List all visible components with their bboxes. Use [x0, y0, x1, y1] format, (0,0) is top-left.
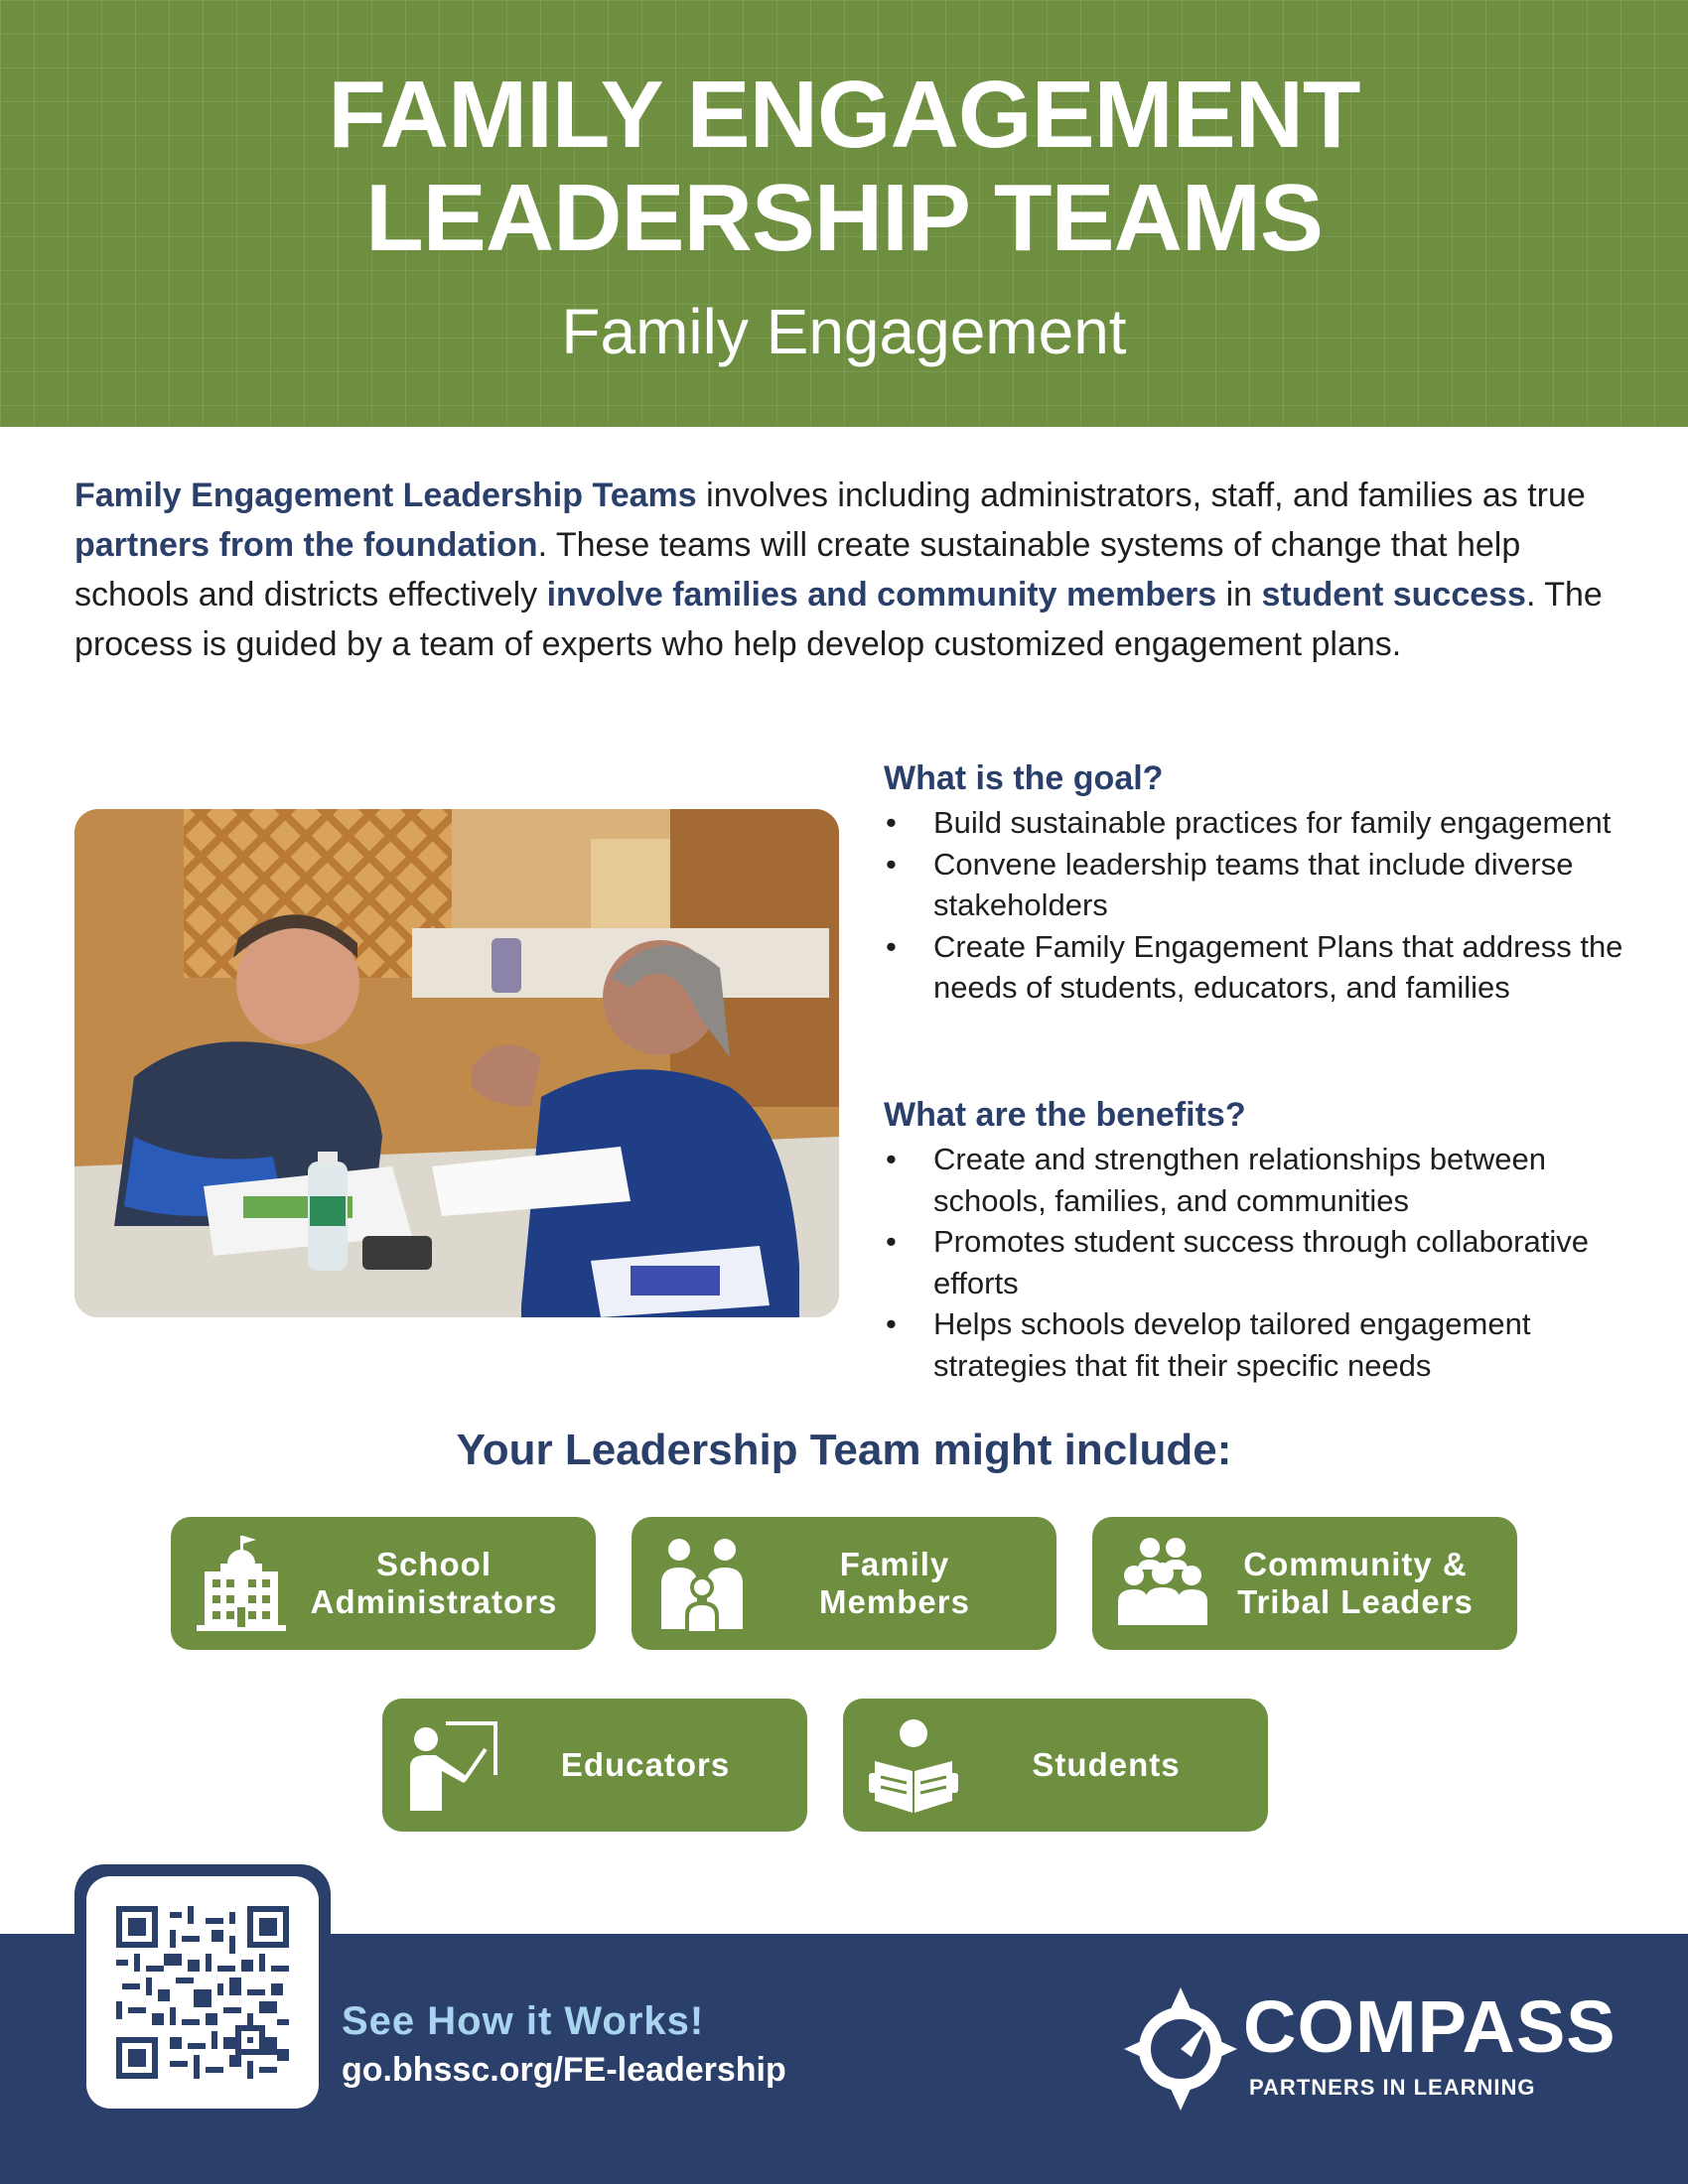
role-family-members: [632, 1517, 1056, 1650]
meeting-photo: [74, 809, 839, 1317]
benefits-section: [884, 1093, 1638, 1386]
role-label-line1: School: [375, 1546, 492, 1582]
benefits-heading: What are the benefits?: [884, 1096, 1246, 1134]
goal-list: [884, 802, 1638, 1009]
intro-bold-2: partners from the foundation: [74, 526, 538, 564]
benefits-list: [884, 1139, 1638, 1386]
role-label-line1: Family: [839, 1546, 950, 1582]
role-label-line2: Tribal Leaders: [1237, 1583, 1474, 1620]
role-label-line1: Educators: [560, 1746, 731, 1783]
compass-icon: [1122, 1985, 1239, 2113]
role-community-tribal-leaders: [1092, 1517, 1517, 1650]
page-subtitle: Family Engagement: [561, 296, 1127, 367]
goal-section: [884, 756, 1638, 1009]
brand-tagline: PARTNERS IN LEARNING: [1249, 2075, 1536, 2100]
qr-code-card[interactable]: [74, 1864, 331, 2120]
teacher-board-icon: [406, 1715, 499, 1815]
role-label-line2: Members: [819, 1583, 970, 1620]
header-banner: [0, 0, 1688, 427]
community-group-icon: [1116, 1534, 1209, 1633]
role-label-line2: Administrators: [310, 1583, 558, 1620]
compass-logo: [1122, 1985, 1638, 2115]
intro-text-4: . The process is guided by a team of experts who help develop customized engagement plans.: [74, 576, 1603, 663]
role-label-line1: Students: [1032, 1746, 1181, 1783]
role-label: [499, 1746, 807, 1784]
qr-code-icon: [116, 1906, 289, 2079]
student-book-icon: [867, 1715, 960, 1815]
role-students: [843, 1699, 1268, 1832]
benefits-item: • Promotes student success through collaborative efforts: [884, 1221, 1638, 1303]
school-building-icon: [195, 1534, 288, 1633]
intro-bold-4: student success: [1261, 576, 1526, 614]
intro-text-2: . These teams will create sustainable systems of change that help schools and districts effectively: [74, 526, 1521, 614]
cta-heading: See How it Works!: [342, 1999, 705, 2043]
title-line-1: FAMILY ENGAGEMENT: [328, 62, 1360, 168]
intro-text-1: involves including administrators, staff, and families as true: [696, 477, 1586, 514]
family-icon: [655, 1534, 749, 1633]
role-label: [1209, 1546, 1517, 1621]
team-heading: Your Leadership Team might include:: [456, 1426, 1232, 1474]
role-label: [749, 1546, 1056, 1621]
cta-link[interactable]: go.bhssc.org/FE-leadership: [342, 2051, 786, 2089]
role-label-line1: Community &: [1243, 1546, 1468, 1582]
role-label: [288, 1546, 596, 1621]
intro-bold-3: involve families and community members: [546, 576, 1217, 614]
role-label: [960, 1746, 1268, 1784]
intro-text-3: in: [1216, 576, 1262, 614]
goal-item: • Build sustainable practices for family engagement: [884, 802, 1638, 844]
role-school-administrators: [171, 1517, 596, 1650]
benefits-item: • Helps schools develop tailored engagement strategies that fit their specific needs: [884, 1303, 1638, 1386]
goal-heading: What is the goal?: [884, 759, 1164, 797]
brand-name: COMPASS: [1243, 1985, 1617, 2068]
title-line-2: LEADERSHIP TEAMS: [365, 165, 1323, 271]
page-title: [0, 64, 1688, 270]
goal-item: • Convene leadership teams that include diverse stakeholders: [884, 844, 1638, 926]
intro-paragraph: [74, 471, 1623, 669]
goal-item: • Create Family Engagement Plans that address the needs of students, educators, and families: [884, 926, 1638, 1009]
role-educators: [382, 1699, 807, 1832]
intro-bold-1: Family Engagement Leadership Teams: [74, 477, 697, 514]
benefits-item: • Create and strengthen relationships between schools, families, and communities: [884, 1139, 1638, 1221]
